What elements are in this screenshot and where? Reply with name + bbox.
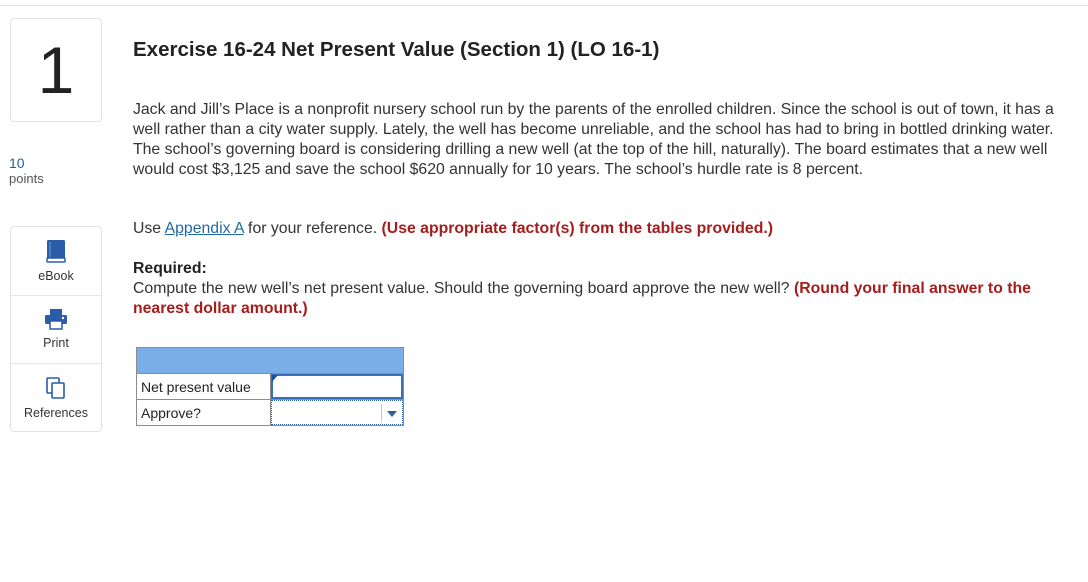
print-label: Print (43, 336, 69, 351)
answer-table-header (137, 348, 404, 374)
ebook-label: eBook (38, 268, 74, 283)
points-indicator (9, 155, 79, 187)
points-label: points (9, 171, 44, 186)
approve-label: Approve? (137, 400, 271, 426)
factor-note: (Use appropriate factor(s) from the tables provided.) (381, 220, 774, 237)
question-number-box (10, 18, 102, 122)
approve-dropdown[interactable] (271, 400, 404, 425)
print-button[interactable] (11, 296, 101, 365)
reference-instruction (133, 219, 773, 239)
npv-input-cell (270, 374, 404, 400)
required-text: Compute the new well’s net present value. Should the governing board approve the new well? (133, 280, 794, 297)
table-row (137, 400, 404, 426)
approve-cell (270, 400, 404, 426)
use-prefix: Use (133, 220, 165, 237)
answer-table (136, 347, 404, 426)
question-number: 1 (37, 33, 75, 107)
printer-icon (44, 308, 68, 330)
dropdown-divider (381, 404, 382, 423)
required-heading: Required: (133, 260, 207, 277)
use-suffix: for your reference. (243, 220, 382, 237)
copy-icon (45, 376, 67, 400)
npv-label: Net present value (137, 374, 271, 400)
top-divider (0, 5, 1088, 6)
exercise-title: Exercise 16-24 Net Present Value (Section 1) (LO 16-1) (133, 38, 660, 61)
tools-panel (10, 226, 102, 432)
references-label: References (24, 406, 88, 421)
required-section (133, 259, 1068, 319)
problem-paragraph: Jack and Jill’s Place is a nonprofit nursery school run by the parents of the enrolled children. Since the school is out of town, it has a well rather than a city water supply. Lately, the well has become unreliable, and the school has had to bring in bottled drinking water. The school’s governing board is considering drilling a new well (at the top of the hill, naturally). The board estimates that a new well would cost $3,125 and save the school $620 annually for 10 years. The school’s hurdle rate is 8 percent. (133, 101, 1054, 178)
appendix-a-link[interactable]: Appendix A (164, 220, 244, 237)
points-value: 10 (9, 155, 25, 171)
table-row (137, 374, 404, 400)
chevron-down-icon[interactable] (387, 411, 397, 417)
references-button[interactable] (11, 364, 101, 433)
ebook-button[interactable] (11, 227, 101, 296)
npv-input[interactable] (271, 374, 404, 399)
book-icon (45, 239, 67, 263)
rounding-note: (Round your final answer to the nearest dollar amount.) (133, 280, 1031, 317)
